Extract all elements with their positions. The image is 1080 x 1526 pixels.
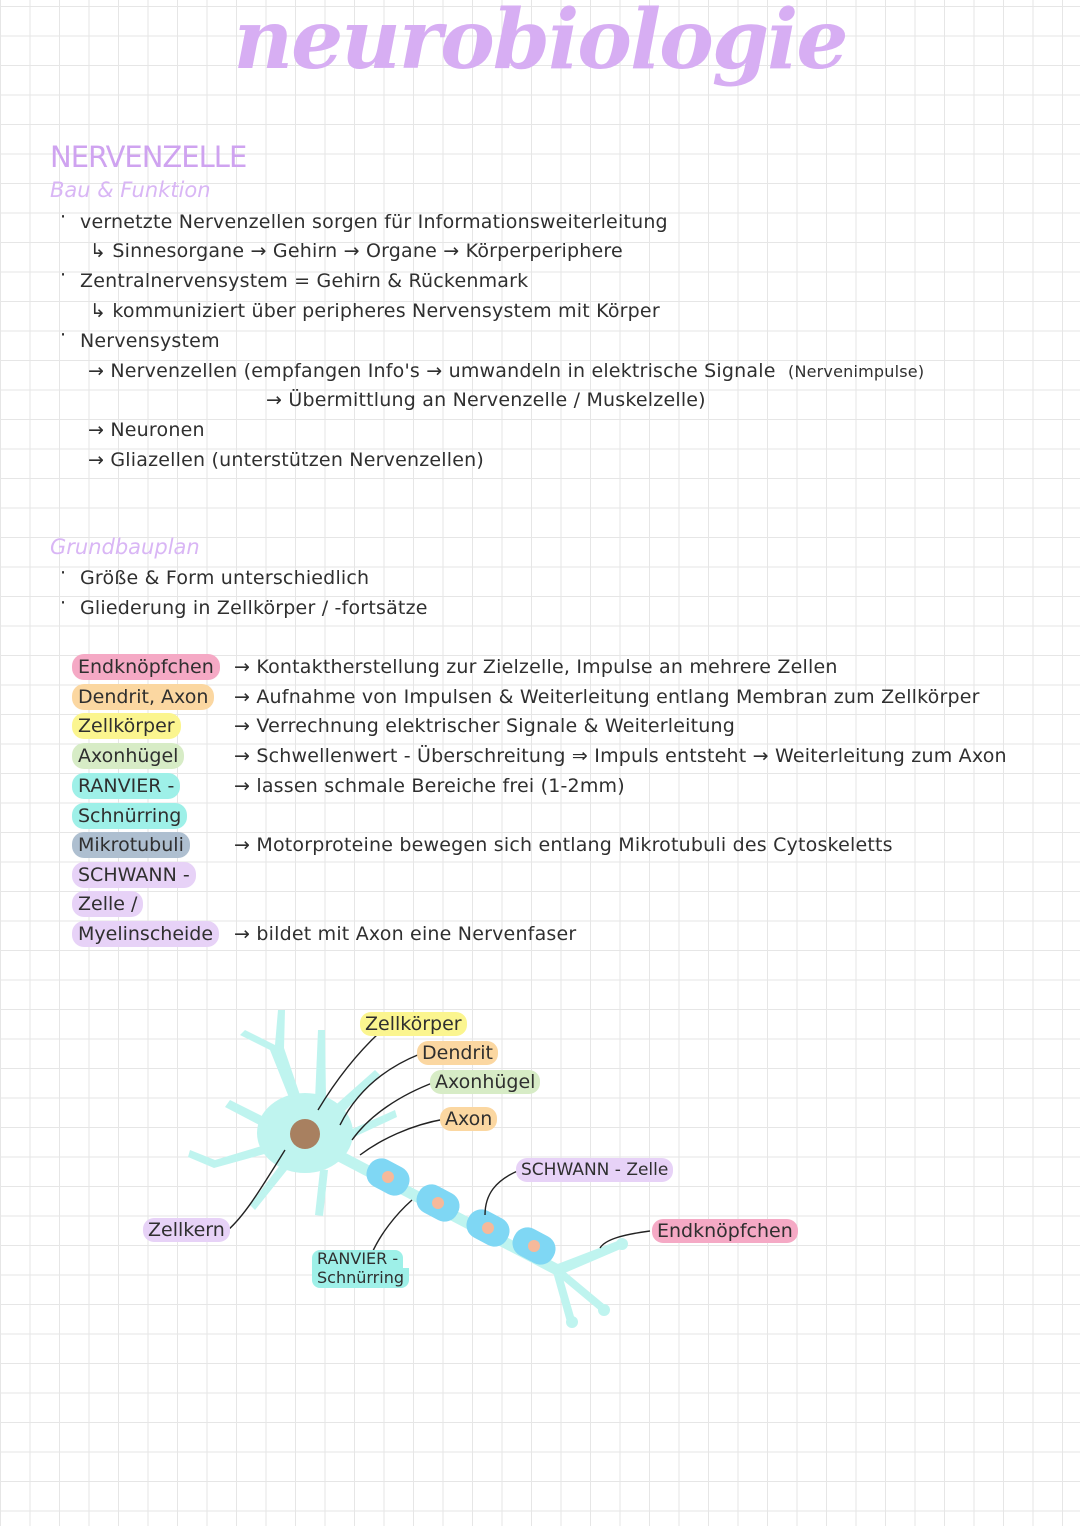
- part-tag: Zellkörper: [72, 713, 181, 739]
- text-line: (Nervenimpulse): [788, 362, 925, 381]
- text-line: ↳ Sinnesorgane → Gehirn → Organe → Körperperiphere: [90, 240, 623, 262]
- part-desc: → Motorproteine bewegen sich entlang Mikrotubuli des Cytoskeletts: [234, 834, 893, 856]
- part-desc: → Verrechnung elektrischer Signale & Weiterleitung: [234, 715, 735, 737]
- text-line: Größe & Form unterschiedlich: [80, 567, 370, 589]
- part-tag: Endknöpfchen: [72, 654, 220, 680]
- part-desc: → Aufnahme von Impulsen & Weiterleitung entlang Membran zum Zellkörper: [234, 686, 980, 708]
- part-tag: RANVIER -: [72, 773, 180, 799]
- text-line: ↳ kommuniziert über peripheres Nervensystem mit Körper: [90, 300, 660, 322]
- text-line: Nervensystem: [80, 330, 220, 352]
- text-line: vernetzte Nervenzellen sorgen für Informationsweiterleitung: [80, 211, 668, 233]
- part-desc: → Kontaktherstellung zur Zielzelle, Impulse an mehrere Zellen: [234, 656, 838, 678]
- bullet-dot: ·: [60, 562, 67, 584]
- section-subheading: Bau & Funktion: [50, 178, 211, 202]
- part-tag: Axonhügel: [72, 743, 184, 769]
- label-schwann: SCHWANN - Zelle: [516, 1158, 673, 1182]
- label-ranvier: RANVIER -: [312, 1250, 403, 1268]
- label-ranvier-schnuerring: Schnürring: [312, 1268, 409, 1288]
- grundbauplan-heading: Grundbauplan: [50, 535, 200, 559]
- part-desc: → bildet mit Axon eine Nervenfaser: [234, 923, 577, 945]
- label-zellkern: Zellkern: [143, 1218, 230, 1242]
- part-tag: SCHWANN -: [72, 862, 196, 888]
- text-line: → Nervenzellen (empfangen Info's → umwandeln in elektrische Signale: [88, 360, 776, 382]
- label-endknoepfchen: Endknöpfchen: [652, 1219, 798, 1243]
- part-tag: Myelinscheide: [72, 921, 219, 947]
- text-line: → Übermittlung an Nervenzelle / Muskelzelle): [266, 389, 706, 411]
- page-title: neurobiologie: [233, 0, 847, 88]
- label-axonhuegel: Axonhügel: [430, 1070, 540, 1094]
- part-tag: Mikrotubuli: [72, 832, 190, 858]
- label-zellkoerper: Zellkörper: [360, 1012, 467, 1036]
- part-desc: → lassen schmale Bereiche frei (1-2mm): [234, 775, 625, 797]
- label-dendrit: Dendrit: [417, 1041, 498, 1065]
- section-heading: NERVENZELLE: [50, 140, 247, 174]
- part-desc: → Schwellenwert - Überschreitung ⇒ Impuls entsteht → Weiterleitung zum Axon: [234, 745, 1007, 767]
- text-line: Gliederung in Zellkörper / -fortsätze: [80, 597, 428, 619]
- part-tag: Dendrit, Axon: [72, 684, 214, 710]
- bullet-dot: ·: [60, 324, 67, 346]
- label-axon: Axon: [440, 1107, 497, 1131]
- text-line: Zentralnervensystem = Gehirn & Rückenmark: [80, 270, 529, 292]
- nucleus-shape: [290, 1119, 320, 1149]
- part-tag: Schnürring: [72, 803, 187, 829]
- part-tag: Zelle /: [72, 891, 143, 917]
- text-line: → Gliazellen (unterstützen Nervenzellen): [88, 449, 484, 471]
- bullet-dot: ·: [60, 264, 67, 286]
- bullet-dot: ·: [60, 592, 67, 614]
- text-line: → Neuronen: [88, 419, 205, 441]
- bullet-dot: ·: [60, 206, 67, 228]
